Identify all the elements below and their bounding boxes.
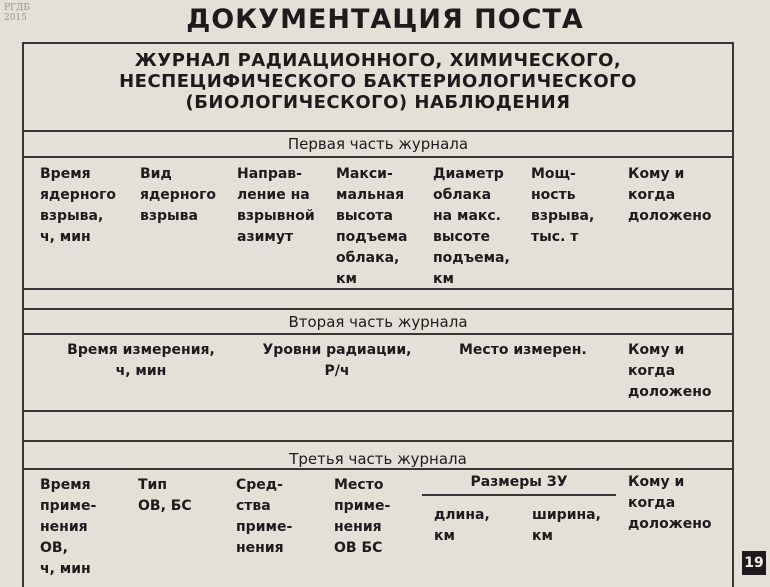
part1-col-direction: Направ- ление на взрывной азимут — [237, 166, 315, 245]
part3-col-means: Сред- ства приме- нения — [236, 477, 293, 556]
part2-col-reported: Кому и когда доложено — [628, 342, 712, 400]
part1-col-time: Время ядерного взрыва, ч, мин — [40, 166, 117, 245]
part2-col-radiation: Уровни радиации, Р/ч — [262, 342, 412, 379]
part1-col-max-height: Макси- мальная высота подъема облака, км — [336, 166, 408, 287]
part1-title: Первая часть журнала — [287, 135, 469, 153]
divider — [22, 468, 734, 470]
part3-col-length: длина, км — [434, 507, 490, 544]
divider — [22, 440, 734, 442]
watermark-line: РГДБ — [4, 3, 30, 13]
part2-col-time: Время измерения, ч, мин — [67, 342, 215, 379]
watermark-line: 2015 — [4, 13, 27, 23]
journal-title-line: ЖУРНАЛ РАДИАЦИОННОГО, ХИМИЧЕСКОГО, — [134, 50, 622, 71]
part2-title: Вторая часть журнала — [288, 313, 468, 331]
zone-size-divider — [422, 494, 616, 496]
part3-col-place: Место приме- нения ОВ БС — [334, 477, 391, 556]
part3-title: Третья часть журнала — [289, 450, 467, 468]
part3-col-zone-size: Размеры ЗУ — [470, 474, 568, 490]
slide-number-badge: 19 — [742, 551, 766, 575]
part2-col-place: Место измерен. — [459, 342, 587, 358]
divider — [22, 333, 734, 335]
part3-col-reported: Кому и когда доложено — [628, 474, 712, 532]
page-title: ДОКУМЕНТАЦИЯ ПОСТА — [186, 4, 584, 35]
part1-col-power: Мощ- ность взрыва, тыс. т — [531, 166, 595, 245]
journal-title-line: (БИОЛОГИЧЕСКОГО) НАБЛЮДЕНИЯ — [185, 92, 571, 113]
part3-col-time: Время приме- нения ОВ, ч, мин — [40, 477, 97, 577]
divider — [22, 308, 734, 310]
part1-col-reported: Кому и когда доложено — [628, 166, 712, 224]
part3-col-width: ширина, км — [532, 507, 601, 544]
divider — [22, 156, 734, 158]
part1-col-diameter: Диаметр облака на макс. высоте подъема, км — [433, 166, 510, 287]
divider — [22, 130, 734, 132]
journal-title-line: НЕСПЕЦИФИЧЕСКОГО БАКТЕРИОЛОГИЧЕСКОГО — [119, 71, 637, 92]
part3-col-type: Тип ОВ, БС — [138, 477, 192, 514]
part1-col-type: Вид ядерного взрыва — [140, 166, 217, 224]
journal-title — [22, 50, 734, 113]
divider — [22, 410, 734, 412]
